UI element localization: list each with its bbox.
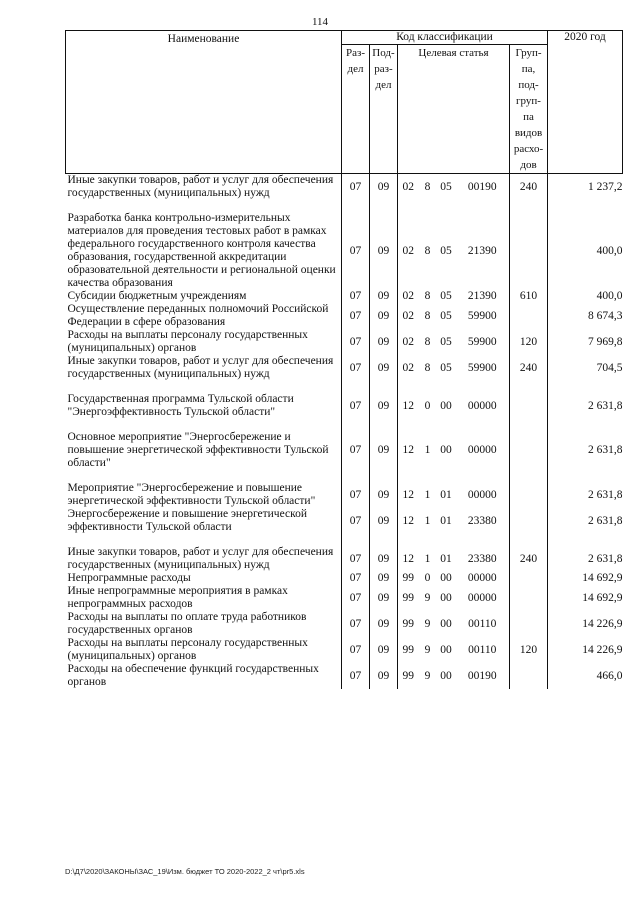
- row-podrazdel: 09: [370, 663, 398, 689]
- row-razdel: 07: [342, 482, 370, 508]
- row-podrazdel: 09: [370, 212, 398, 290]
- header-expense-group: Груп-па, под-груп-па видов расхо-дов: [510, 45, 548, 174]
- row-p1: 02: [402, 290, 414, 302]
- row-group: 240: [510, 546, 548, 572]
- row-p1: 02: [402, 361, 414, 374]
- row-name: Иные закупки товаров, работ и услуг для обеспечения государственных (муниципальных) нужд: [66, 174, 342, 201]
- table-row: [66, 546, 623, 572]
- row-amount: 2 631,8: [588, 488, 623, 501]
- row-amount: 2 631,8: [588, 399, 623, 412]
- row-p4: 00000: [456, 482, 510, 508]
- row-name: Расходы на выплаты персоналу государственных (муниципальных) органов: [66, 329, 342, 355]
- row-group: 610: [510, 290, 548, 303]
- row-p1: 12: [402, 399, 414, 412]
- row-p3: 05: [440, 244, 452, 257]
- row-razdel: 07: [342, 329, 370, 355]
- header-target-article: Целевая статья: [398, 45, 510, 68]
- row-amount: 2 631,8: [588, 514, 623, 527]
- row-p2: 0: [424, 399, 431, 412]
- row-p2: 1: [424, 514, 431, 527]
- row-p2: 9: [424, 669, 431, 682]
- row-podrazdel: 09: [370, 329, 398, 355]
- table-row: [66, 329, 623, 355]
- table-row: [66, 212, 623, 290]
- row-p1: 99: [402, 591, 414, 604]
- row-p4: 59900: [456, 355, 510, 381]
- row-group: [510, 585, 548, 611]
- row-p1: 12: [402, 488, 414, 501]
- row-p4: 00110: [456, 611, 510, 637]
- row-name: Расходы на выплаты по оплате труда работников государственных органов: [66, 611, 342, 637]
- row-p2: 1: [424, 488, 431, 501]
- row-p1: 99: [402, 617, 414, 630]
- table-row: [66, 508, 623, 534]
- row-razdel: 07: [342, 431, 370, 470]
- row-podrazdel: 09: [370, 546, 398, 572]
- row-group: [510, 508, 548, 534]
- row-amount: 2 631,8: [588, 552, 623, 565]
- table-row: [66, 482, 623, 508]
- row-amount: 400,0: [596, 244, 623, 257]
- row-name: Мероприятие "Энергосбережение и повышение энергетической эффективности Тульской области": [66, 482, 342, 508]
- row-p2: 9: [424, 643, 431, 656]
- row-name: Государственная программа Тульской области "Энергоэффективность Тульской области": [66, 393, 342, 419]
- row-razdel: 07: [342, 585, 370, 611]
- row-group: [510, 431, 548, 470]
- row-p3: 05: [440, 309, 452, 322]
- row-group: [510, 393, 548, 419]
- row-p3: 05: [440, 361, 452, 374]
- row-p3: 00: [440, 399, 452, 412]
- row-p1: 12: [402, 514, 414, 527]
- row-group: [510, 663, 548, 689]
- row-p3: 05: [440, 335, 452, 348]
- header-section: Раз-дел: [342, 45, 370, 174]
- row-p4: 59900: [456, 303, 510, 329]
- row-podrazdel: 09: [370, 303, 398, 329]
- row-p1: 02: [402, 309, 414, 322]
- row-podrazdel: 09: [370, 572, 398, 585]
- row-group: [510, 611, 548, 637]
- row-p4: 00000: [456, 431, 510, 470]
- row-group: [510, 303, 548, 329]
- table-row: [66, 303, 623, 329]
- row-group: 240: [510, 174, 548, 201]
- row-p4: 00000: [456, 393, 510, 419]
- row-name: Основное мероприятие "Энергосбережение и повышение энергетической эффективности Тульской области": [66, 431, 342, 470]
- row-razdel: 07: [342, 290, 370, 303]
- header-classification-code: Код классификации: [342, 31, 548, 45]
- row-podrazdel: 09: [370, 290, 398, 303]
- row-amount: 7 969,8: [588, 335, 623, 348]
- row-amount: 704,5: [596, 361, 623, 374]
- table-row: [66, 611, 623, 637]
- table-row: [66, 174, 623, 201]
- page-number: 114: [311, 16, 329, 28]
- row-spacer: [66, 200, 623, 212]
- row-p3: 05: [440, 180, 452, 193]
- row-razdel: 07: [342, 637, 370, 663]
- row-p1: 12: [402, 444, 414, 456]
- row-razdel: 07: [342, 508, 370, 534]
- table-body: [66, 174, 623, 690]
- row-name: Расходы на выплаты персоналу государственных (муниципальных) органов: [66, 637, 342, 663]
- row-name: Разработка банка контрольно-измерительных материалов для проведения тестовых работ в рамках федерального государственного контроля качества образования, государственной аккредитации образовательной деятельности и региональной оценки качества образования: [66, 212, 342, 290]
- row-p4: 23380: [456, 508, 510, 534]
- row-p3: 01: [440, 488, 452, 501]
- row-p1: 99: [402, 572, 414, 584]
- table-row: [66, 393, 623, 419]
- row-podrazdel: 09: [370, 508, 398, 534]
- row-podrazdel: 09: [370, 637, 398, 663]
- table-row: [66, 431, 623, 470]
- row-p2: 8: [424, 180, 431, 193]
- row-p3: 00: [440, 669, 452, 682]
- row-amount: 8 674,3: [588, 309, 623, 322]
- table-row: [66, 290, 623, 303]
- row-razdel: 07: [342, 303, 370, 329]
- row-p4: 00000: [456, 585, 510, 611]
- row-p2: 1: [424, 444, 431, 456]
- row-razdel: 07: [342, 393, 370, 419]
- table-row: [66, 355, 623, 381]
- row-podrazdel: 09: [370, 611, 398, 637]
- row-razdel: 07: [342, 355, 370, 381]
- row-p3: 00: [440, 617, 452, 630]
- row-p3: 00: [440, 572, 452, 584]
- row-p3: 00: [440, 643, 452, 656]
- row-p1: 02: [402, 335, 414, 348]
- row-p2: 8: [424, 309, 431, 322]
- row-p2: 8: [424, 244, 431, 257]
- row-amount: 14 226,9: [582, 617, 623, 630]
- row-p3: 01: [440, 514, 452, 527]
- row-amount: 400,0: [596, 290, 623, 302]
- budget-table: [65, 30, 623, 689]
- row-p3: 00: [440, 444, 452, 456]
- row-razdel: 07: [342, 546, 370, 572]
- row-p4: 59900: [456, 329, 510, 355]
- row-amount: 14 692,9: [582, 572, 623, 584]
- row-razdel: 07: [342, 572, 370, 585]
- row-group: [510, 572, 548, 585]
- table-row: [66, 637, 623, 663]
- row-p1: 99: [402, 643, 414, 656]
- row-p2: 9: [424, 591, 431, 604]
- table-row: [66, 585, 623, 611]
- row-podrazdel: 09: [370, 482, 398, 508]
- row-spacer: [66, 534, 623, 546]
- row-name: Иные закупки товаров, работ и услуг для обеспечения государственных (муниципальных) нужд: [66, 546, 342, 572]
- row-razdel: 07: [342, 212, 370, 290]
- row-p4: 00190: [456, 663, 510, 689]
- row-p4: 23380: [456, 546, 510, 572]
- table-row: [66, 572, 623, 585]
- row-p4: 00000: [456, 572, 510, 585]
- row-group: [510, 482, 548, 508]
- row-p2: 9: [424, 617, 431, 630]
- row-razdel: 07: [342, 611, 370, 637]
- row-name: Энергосбережение и повышение энергетической эффективности Тульской области: [66, 508, 342, 534]
- row-amount: 466,0: [596, 669, 623, 682]
- row-podrazdel: 09: [370, 174, 398, 201]
- header-name: Наименование: [66, 31, 342, 174]
- row-podrazdel: 09: [370, 431, 398, 470]
- row-name: Иные закупки товаров, работ и услуг для обеспечения государственных (муниципальных) нужд: [66, 355, 342, 381]
- row-amount: 14 692,9: [582, 591, 623, 604]
- row-p1: 02: [402, 244, 414, 257]
- row-amount: 2 631,8: [588, 444, 623, 456]
- footer-file-path: D:\Д7\2020\ЗАКОНЫ\ЗАС_19\Изм. бюджет ТО 2020-2022_2 чт\pr5.xls: [65, 867, 305, 876]
- row-amount: 1 237,2: [588, 180, 623, 193]
- row-p2: 0: [424, 572, 431, 584]
- row-podrazdel: 09: [370, 355, 398, 381]
- row-group: 240: [510, 355, 548, 381]
- row-group: 120: [510, 637, 548, 663]
- row-p4: 21390: [456, 212, 510, 290]
- header-subsection: Под-раз-дел: [370, 45, 398, 174]
- row-p4: 21390: [456, 290, 510, 303]
- row-spacer: [66, 381, 623, 393]
- row-name: Субсидии бюджетным учреждениям: [66, 290, 342, 303]
- row-name: Осуществление переданных полномочий Российской Федерации в сфере образования: [66, 303, 342, 329]
- row-spacer: [66, 419, 623, 431]
- row-p3: 01: [440, 552, 452, 565]
- header-target-article-space: [398, 67, 510, 174]
- row-p4: 00110: [456, 637, 510, 663]
- row-p2: 8: [424, 290, 431, 302]
- row-group: [510, 212, 548, 290]
- row-p4: 00190: [456, 174, 510, 201]
- row-p2: 1: [424, 552, 431, 565]
- row-amount: 14 226,9: [582, 643, 623, 656]
- row-p3: 05: [440, 290, 452, 302]
- row-name: Расходы на обеспечение функций государственных органов: [66, 663, 342, 689]
- row-p1: 12: [402, 552, 414, 565]
- row-p1: 02: [402, 180, 414, 193]
- row-podrazdel: 09: [370, 585, 398, 611]
- row-p1: 99: [402, 669, 414, 682]
- table-header: [66, 31, 623, 174]
- row-name: Непрограммные расходы: [66, 572, 342, 585]
- row-razdel: 07: [342, 174, 370, 201]
- row-razdel: 07: [342, 663, 370, 689]
- row-podrazdel: 09: [370, 393, 398, 419]
- table-row: [66, 663, 623, 689]
- row-name: Иные непрограммные мероприятия в рамках непрограммных расходов: [66, 585, 342, 611]
- row-spacer: [66, 470, 623, 482]
- row-p3: 00: [440, 591, 452, 604]
- row-p2: 8: [424, 361, 431, 374]
- row-p2: 8: [424, 335, 431, 348]
- header-year: 2020 год: [548, 31, 623, 174]
- row-group: 120: [510, 329, 548, 355]
